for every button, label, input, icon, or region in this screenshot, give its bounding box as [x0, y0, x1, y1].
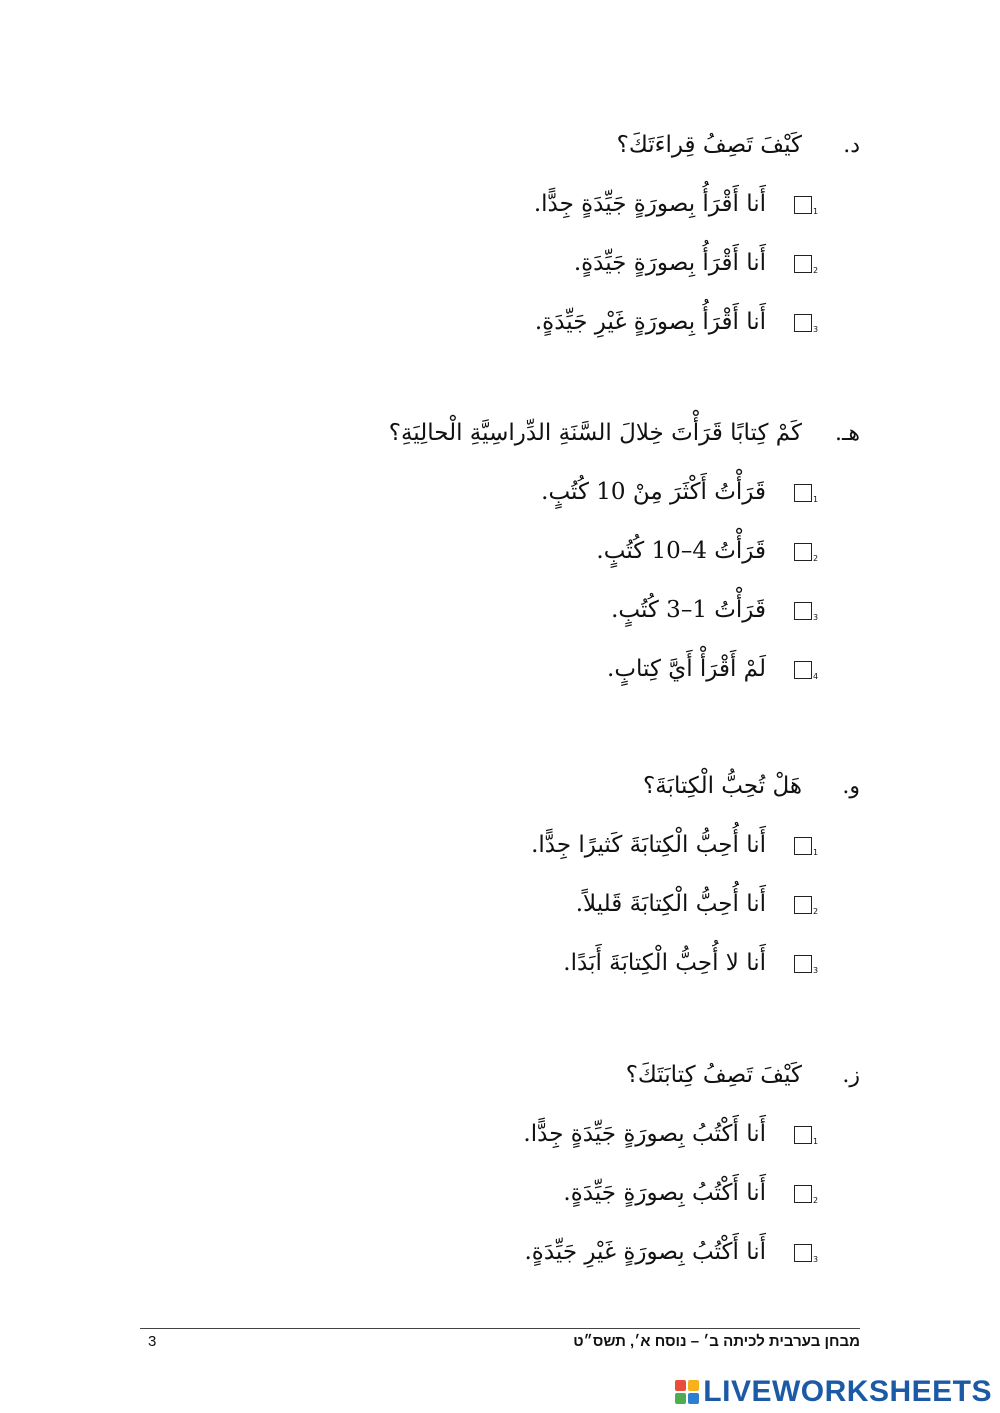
question-text: كَيْفَ تَصِفُ كِتابَتَكَ؟: [625, 1062, 802, 1088]
option-text: أَنا أَكْتُبُ بِصورَةٍ جَيِّدَةٍ جِدًّا.: [523, 1121, 766, 1147]
option-number: 3: [813, 1255, 819, 1264]
question-z: [300, 1055, 860, 1272]
option-number: 2: [813, 907, 819, 916]
option-2: [300, 884, 819, 924]
option-3: [300, 943, 819, 983]
logo-tile: [688, 1393, 699, 1404]
question-text: هَلْ تُحِبُّ الْكِتابَةَ؟: [643, 773, 802, 799]
footer-divider: [140, 1328, 860, 1329]
option-number: 4: [813, 672, 819, 681]
option-checkbox[interactable]: [794, 255, 819, 275]
page-number: 3: [148, 1333, 157, 1350]
option-number: 2: [813, 1196, 819, 1205]
option-text: أَنا أَقْرَأُ بِصورَةٍ جَيِّدَةٍ جِدًّا.: [533, 191, 766, 217]
option-text: أَنا لا أُحِبُّ الْكِتابَةَ أَبَدًا.: [563, 950, 766, 976]
option-checkbox[interactable]: [794, 602, 819, 622]
option-1: [300, 184, 819, 224]
option-checkbox[interactable]: [794, 661, 819, 681]
question-letter: ز.: [842, 1062, 860, 1088]
question-header: [300, 125, 860, 165]
question-header: [300, 766, 860, 806]
option-2: [300, 531, 819, 571]
option-checkbox[interactable]: [794, 955, 819, 975]
option-checkbox[interactable]: [794, 196, 819, 216]
liveworksheets-logo-icon: [675, 1380, 699, 1404]
option-text: قَرَأْتُ أَكْثَرَ مِنْ 10 كُتُبٍ.: [541, 479, 766, 505]
option-text: لَمْ أَقْرَأْ أَيَّ كِتابٍ.: [607, 656, 766, 682]
option-text: أَنا أَقْرَأُ بِصورَةٍ جَيِّدَةٍ.: [573, 250, 766, 276]
logo-tile: [675, 1393, 686, 1404]
question-letter: د.: [843, 132, 860, 158]
question-header: [300, 1055, 860, 1095]
option-checkbox[interactable]: [794, 1185, 819, 1205]
option-text: أَنا أُحِبُّ الْكِتابَةَ كَثيرًا جِدًّا.: [531, 832, 766, 858]
option-2: [300, 1173, 819, 1213]
option-checkbox[interactable]: [794, 543, 819, 563]
option-checkbox[interactable]: [794, 1244, 819, 1264]
option-checkbox[interactable]: [794, 314, 819, 334]
option-number: 3: [813, 613, 819, 622]
option-1: [300, 1114, 819, 1154]
option-number: 1: [813, 495, 819, 504]
option-number: 2: [813, 266, 819, 275]
question-letter: و.: [842, 773, 860, 799]
option-checkbox[interactable]: [794, 837, 819, 857]
option-number: 1: [813, 1137, 819, 1146]
option-text: أَنا أَقْرَأُ بِصورَةٍ غَيْرِ جَيِّدَةٍ.: [534, 309, 766, 335]
question-d: [300, 125, 860, 342]
option-number: 2: [813, 554, 819, 563]
footer-title: מבחן בערבית לכיתה ב׳ – נוסח א׳, תשס״ט: [573, 1333, 860, 1350]
question-w: [300, 766, 860, 983]
option-number: 1: [813, 848, 819, 857]
option-number: 1: [813, 207, 819, 216]
option-text: قَرَأْتُ 4–10 كُتُبٍ.: [596, 538, 766, 564]
option-text: قَرَأْتُ 1–3 كُتُبٍ.: [611, 597, 766, 623]
option-checkbox[interactable]: [794, 1126, 819, 1146]
option-3: [300, 590, 819, 630]
option-checkbox[interactable]: [794, 484, 819, 504]
option-3: [300, 1232, 819, 1272]
option-3: [300, 302, 819, 342]
option-1: [300, 825, 819, 865]
option-2: [300, 243, 819, 283]
brand-text: LIVEWORKSHEETS: [703, 1375, 992, 1408]
question-text: كَمْ كِتابًا قَرَأْتَ خِلالَ السَّنَةِ الدِّراسِيَّةِ الْحالِيَةِ؟: [388, 420, 802, 446]
liveworksheets-brand[interactable]: [675, 1375, 992, 1409]
option-number: 3: [813, 325, 819, 334]
option-checkbox[interactable]: [794, 896, 819, 916]
option-text: أَنا أَكْتُبُ بِصورَةٍ جَيِّدَةٍ.: [563, 1180, 766, 1206]
option-number: 3: [813, 966, 819, 975]
question-header: [300, 413, 860, 453]
option-4: [300, 649, 819, 689]
question-letter: هـ.: [834, 420, 860, 446]
logo-tile: [675, 1380, 686, 1391]
question-text: كَيْفَ تَصِفُ قِراءَتَكَ؟: [616, 132, 802, 158]
option-1: [300, 472, 819, 512]
question-h: [300, 413, 860, 689]
option-text: أَنا أَكْتُبُ بِصورَةٍ غَيْرِ جَيِّدَةٍ.: [524, 1239, 766, 1265]
logo-tile: [688, 1380, 699, 1391]
option-text: أَنا أُحِبُّ الْكِتابَةَ قَليلاً.: [575, 891, 766, 917]
